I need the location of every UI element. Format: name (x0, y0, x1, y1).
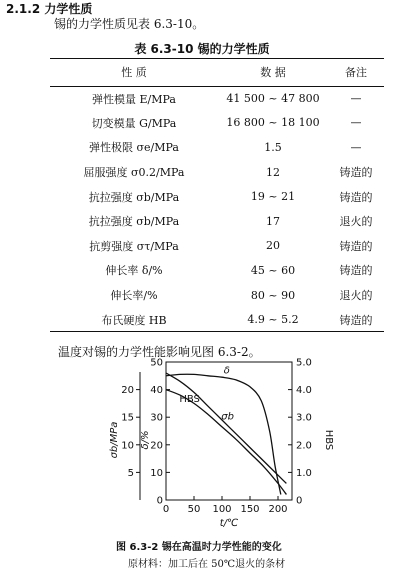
x-axis-label: t/℃ (219, 518, 239, 529)
x-tick-label: 50 (187, 504, 201, 515)
cell-property: 抗拉强度 σb/MPa (88, 190, 180, 204)
series-line-hbs (166, 390, 286, 495)
figure-note: 原材料：加工后在 50℃退火的条材 (128, 559, 286, 570)
hbs-tick-label: 3.0 (296, 412, 312, 424)
header-note: 备注 (328, 58, 384, 86)
cell-value: 45 ~ 60 (250, 263, 296, 277)
sigma-tick-label: 10 (121, 440, 134, 452)
cell-note: — (350, 140, 362, 154)
cell-property: 弹性模量 E/MPa (92, 92, 176, 106)
cell-note: 退火的 (339, 289, 373, 303)
delta-tick-label: 30 (150, 412, 163, 424)
series-label-sigma: σb (221, 411, 234, 423)
cell-value: 16 800 ~ 18 100 (226, 116, 320, 130)
delta-tick-label: 20 (150, 440, 163, 452)
cell-note: — (350, 92, 362, 106)
cell-property: 切变模量 G/MPa (91, 116, 177, 130)
cell-value: 80 ~ 90 (250, 288, 296, 302)
header-property: 性 质 (50, 58, 218, 86)
figure-title: 图 6.3-2 锡在高温时力学性能的变化 (116, 542, 282, 553)
cell-note: 退火的 (339, 215, 373, 229)
cell-property: 伸长率/% (110, 289, 158, 303)
cell-value: 41 500 ~ 47 800 (226, 92, 320, 106)
chart-caption: 温度对锡的力学性能影响见图 6.3-2。 (58, 345, 261, 359)
delta-tick-label: 50 (150, 357, 163, 369)
cell-note: — (350, 116, 362, 130)
series-label-hbs: HBS (179, 393, 200, 405)
sigma-axis-label: σb/MPa (109, 421, 120, 459)
cell-value: 12 (266, 165, 280, 179)
hbs-tick-label: 4.0 (296, 385, 312, 397)
table-title: 表 6.3-10 锡的力学性质 (134, 42, 270, 56)
cell-property: 抗剪强度 στ/MPa (89, 239, 179, 253)
delta-tick-label: 40 (150, 385, 163, 397)
cell-value: 19 ~ 21 (250, 190, 296, 204)
cell-note: 铸造的 (339, 190, 373, 204)
hbs-tick-label: 2.0 (296, 440, 312, 452)
hbs-axis-label: HBS (323, 429, 334, 451)
sigma-tick-label: 5 (127, 467, 134, 479)
cell-value: 4.9 ~ 5.2 (247, 313, 299, 327)
cell-value: 17 (266, 214, 280, 228)
x-tick-label: 0 (162, 504, 170, 515)
header-value: 数 据 (218, 58, 328, 86)
x-tick-label: 100 (212, 504, 232, 515)
hbs-tick-label: 1.0 (296, 467, 312, 479)
cell-note: 铸造的 (339, 313, 373, 327)
cell-property: 屈服强度 σ0.2/MPa (83, 166, 185, 180)
hbs-tick-label: 0 (296, 495, 303, 507)
hbs-tick-label: 5.0 (296, 357, 312, 369)
cell-property: 伸长率 δ/% (105, 264, 163, 278)
delta-tick-label: 10 (150, 467, 163, 479)
cell-value: 1.5 (264, 140, 282, 154)
series-label-delta: δ (223, 365, 230, 377)
cell-note: 铸造的 (339, 166, 373, 180)
delta-axis-label: δ/% (140, 430, 151, 450)
sigma-tick-label: 20 (121, 385, 134, 397)
delta-tick-label: 0 (156, 495, 163, 507)
series-line-sigma (166, 373, 286, 483)
cell-property: 布氏硬度 HB (101, 313, 167, 327)
x-tick-label: 150 (240, 504, 260, 515)
plot-frame (166, 362, 292, 500)
cell-note: 铸造的 (339, 264, 373, 278)
section-heading: 2.1.2 力学性质 (6, 2, 93, 16)
cell-property: 弹性极限 σe/MPa (89, 141, 179, 155)
x-tick-label: 200 (268, 504, 288, 515)
cell-note: 铸造的 (339, 239, 373, 253)
cell-property: 抗拉强度 σb/MPa (88, 215, 180, 229)
cell-value: 20 (266, 239, 280, 253)
sigma-tick-label: 15 (121, 412, 134, 424)
section-intro: 锡的力学性质见表 6.3-10。 (54, 17, 205, 31)
series-line-delta (166, 374, 281, 494)
